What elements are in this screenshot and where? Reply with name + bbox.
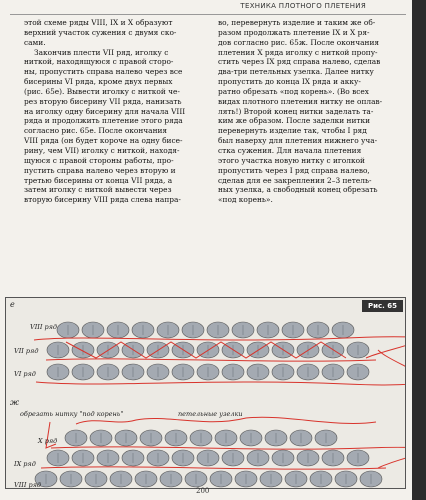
row-label-vii: VII ряд <box>14 347 39 355</box>
thread-path <box>46 359 376 361</box>
text-line: этой схеме ряды VIII, IX и X образуют <box>24 18 173 27</box>
text-line: третью бисерины от конца VII ряда, а <box>24 175 173 185</box>
header-title: ТЕХНИКА ПЛОТНОГО ПЛЕТЕНИЯ <box>240 2 366 10</box>
text-line: согласно рис. 65е. После окончания <box>24 126 168 136</box>
text-line: сами. <box>24 37 46 47</box>
text-line: щуюся с правой стороны работы, про- <box>24 155 174 165</box>
text-line: пропустить через I ряд справа налево, <box>218 165 370 175</box>
text-line: два-три петельных узелка. Далее нитку <box>218 67 374 77</box>
text-line: сделав для ее закрепления 2–3 петель- <box>218 175 372 185</box>
text-line: этого участка новую нитку с иголкой <box>218 155 365 165</box>
beading-diagram <box>6 298 405 488</box>
right-column <box>218 18 400 205</box>
row-label-vi: VI ряд <box>14 370 36 378</box>
row-label-ix: IX ряд <box>14 460 36 468</box>
row-label-x: X ряд <box>38 437 58 445</box>
text-line: стить через IX ряд справа налево, сделав <box>218 57 381 67</box>
text-line: VIII ряда (он будет короче на одну бисе- <box>24 136 183 146</box>
left-column <box>24 18 206 205</box>
text-line: плетения X ряда иголку с ниткой пропу- <box>218 47 378 57</box>
text-line: ряда и продолжить плетение этого ряда <box>24 116 183 126</box>
text-line: «под корень». <box>218 195 273 205</box>
panel-label-zh: ж <box>10 398 20 407</box>
text-line: перевернуть изделие так, чтобы I ряд <box>218 126 367 136</box>
row-label-viii-b: VIII ряд <box>14 481 42 489</box>
row-label-viii: VIII ряд <box>30 323 58 331</box>
text-line: рез вторую бисерину VII ряда, нанизать <box>24 96 182 106</box>
text-line: дов согласно рис. 65ж. После окончания <box>218 37 380 47</box>
text-line: на иголку одну бисерину для начала VIII <box>24 106 186 116</box>
text-line: пропустить до конца IX ряда и акку- <box>218 77 361 87</box>
running-header <box>10 0 406 15</box>
text-line: верхний участок сужения с двумя ско- <box>24 27 177 37</box>
text-line: ниткой, находящуюся с правой сторо- <box>24 57 174 67</box>
figure-tag: Рис. 65 <box>362 300 403 312</box>
cut-thread-label: обрезать нитку "под корень" <box>20 410 124 418</box>
knots-label: петельные узелки <box>178 410 243 418</box>
text-line: ратно обрезать «под корень». (Во всех <box>218 86 369 96</box>
text-line: рину, чем VII) иголку с ниткой, находя- <box>24 145 180 155</box>
text-line: во, перевернуть изделие и таким же об- <box>218 18 376 27</box>
page-number: 200 <box>196 487 210 495</box>
text-line: был наверху для плетения нижнего уча- <box>218 136 378 146</box>
text-line: разом продолжать плетение IX и X ря- <box>218 27 370 37</box>
text-line: бисерины VI ряда, кроме двух первых <box>24 77 173 87</box>
text-line: пустить справа налево через вторую и <box>24 165 176 175</box>
text-line: стка сужения. Для начала плетения <box>218 145 362 155</box>
text-line: вторую бисерину VIII ряда слева напра- <box>24 195 181 205</box>
book-spine <box>412 0 426 500</box>
text-line: лять!) Второй конец нитки заделать та- <box>218 106 374 116</box>
text-line: ных узелка, а свободный конец обрезать <box>218 185 378 195</box>
thread-path <box>76 417 376 424</box>
text-line: видах плотного плетения нитку не оплав- <box>218 96 383 106</box>
text-line: (рис. 65е). Вывести иголку с ниткой че- <box>24 86 180 96</box>
thread-path <box>41 467 386 469</box>
text-line: Закончив плести VII ряд, иголку с <box>34 47 169 57</box>
figure-65 <box>5 297 406 489</box>
text-line: затем иголку с ниткой вывести через <box>24 185 172 195</box>
text-line: ны, пропустить справа налево через все <box>24 67 183 77</box>
panel-label-e: е <box>10 300 15 309</box>
text-line: ким же образом. После заделки нитки <box>218 116 371 126</box>
